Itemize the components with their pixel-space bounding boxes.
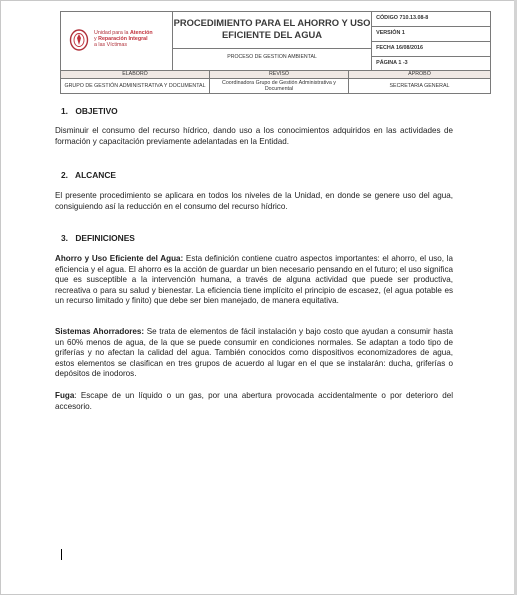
aprobo-value: SECRETARIA GENERAL <box>349 79 491 94</box>
section-heading-definiciones: 3. DEFINICIONES <box>61 233 135 243</box>
logo-cell <box>61 12 173 71</box>
objetivo-text: Disminuir el consumo del recurso hídrico, dando uso a los conocimientos adquiridos en las actividades de formación y capacitación previamente adelantadas en la Entidad. <box>55 126 453 146</box>
alcance-text: El presente procedimiento se aplicara en todos los niveles de la Unidad, en donde se genere uso del agua, consiguiendo así la reducción en el consumo del recurso hídrico. <box>55 191 453 211</box>
definition-fuga <box>55 391 453 412</box>
title-cell <box>172 12 371 71</box>
definition-sistemas <box>55 327 453 380</box>
section-heading-objetivo: 1. OBJETIVO <box>61 106 118 116</box>
definition-ahorro <box>55 254 453 307</box>
divider <box>372 41 490 42</box>
reviso-label: REVISÓ <box>210 71 349 79</box>
definition-term: Ahorro y Uso Eficiente del Agua: <box>55 254 184 263</box>
definition-text: Esta definición contiene cuatro aspectos importantes: el ahorro, el uso, la eficiencia y el agua. El ahorro es la acción de guardar un bien necesario pensando en el futuro; el uso significa que es susceptible a la intervención humana, a través de alguna actividad que puede ser productiva, recreativa o para su salud y bienestar. La eficiencia tiene implícito el principio de escasez, (el agua potable es un recurso limitado y finito) que debe ser bien manejado, de manera equitativa. <box>55 254 453 306</box>
meta-cell <box>372 12 491 71</box>
text-cursor[interactable] <box>61 549 62 560</box>
section-heading-alcance: 2. ALCANCE <box>61 170 116 180</box>
document-version: VERSIÓN 1 <box>376 30 405 36</box>
definition-term: Fuga <box>55 391 75 400</box>
approval-table <box>60 70 491 94</box>
page-number: PÁGINA 1 -3 <box>376 60 408 66</box>
process-name: PROCESO DE GESTION AMBIENTAL <box>227 54 317 60</box>
divider <box>173 48 371 49</box>
document-header <box>60 11 491 71</box>
aprobo-label: APROBÓ <box>349 71 491 79</box>
divider <box>372 26 490 27</box>
definition-text: Se trata de elementos de fácil instalación y bajo costo que ayudan a consumir hasta un 60% menos de agua, de la que se puede consumir en condiciones normales. Se adaptan a todo tipo de griferías y no afectan la calidad del agua. También conocidos como dispositivos economizadores de agua, estos elementos se clasifican en tres grupos de acuerdo al lugar en el que se instalarán: ducha, griferías o depósitos de inodoros. <box>55 327 453 379</box>
document-code: CÓDIGO 710.13.08-8 <box>376 15 429 21</box>
definition-text: : Escape de un líquido o un gas, por una abertura provocada accidentalmente o por deterioro del accesorio. <box>55 391 453 411</box>
elaboro-label: ELABORÓ <box>61 71 210 79</box>
divider <box>372 56 490 57</box>
logo-text: Unidad para la Atención y Reparación Integral a las Víctimas <box>94 30 153 49</box>
definition-term: Sistemas Ahorradores: <box>55 327 145 336</box>
coat-of-arms-icon <box>69 29 89 51</box>
elaboro-value: GRUPO DE GESTIÓN ADMINISTRATIVA Y DOCUMENTAL <box>61 79 210 94</box>
document-title: PROCEDIMIENTO PARA EL AHORRO Y USO EFICIENTE DEL AGUA <box>173 17 371 40</box>
reviso-value: Coordinadora Grupo de Gestión Administrativa y Documental <box>210 79 349 94</box>
document-date: FECHA 16/08/2016 <box>376 45 423 51</box>
